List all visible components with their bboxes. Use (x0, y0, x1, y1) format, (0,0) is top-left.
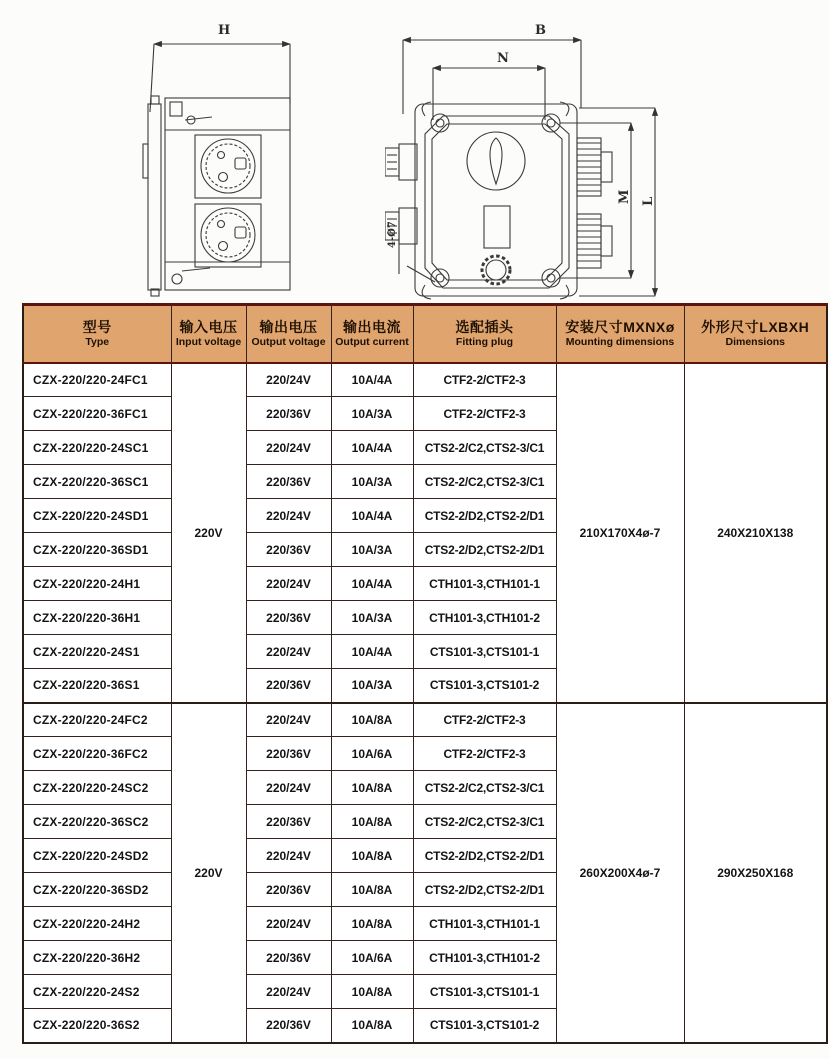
fitting-plug-cell: CTS2-2/C2,CTS2-3/C1 (413, 465, 556, 499)
output-current-cell: 10A/4A (331, 567, 413, 601)
output-voltage-cell: 220/24V (246, 771, 331, 805)
input-voltage-cell: 220V (171, 363, 246, 703)
output-current-cell: 10A/4A (331, 499, 413, 533)
fitting-plug-cell: CTS2-2/D2,CTS2-2/D1 (413, 499, 556, 533)
spec-table (22, 303, 828, 1044)
header-output-voltage-en: Output voltage (251, 335, 326, 348)
fitting-plug-cell: CTS2-2/D2,CTS2-2/D1 (413, 873, 556, 907)
output-voltage-cell: 220/36V (246, 397, 331, 431)
fitting-plug-cell: CTS101-3,CTS101-1 (413, 635, 556, 669)
output-current-cell: 10A/8A (331, 975, 413, 1009)
model-cell: CZX-220/220-24SC2 (23, 771, 171, 805)
model-cell: CZX-220/220-36SC2 (23, 805, 171, 839)
output-current-cell: 10A/8A (331, 839, 413, 873)
header-output-voltage (246, 305, 331, 363)
output-voltage-cell: 220/36V (246, 805, 331, 839)
output-current-cell: 10A/4A (331, 431, 413, 465)
model-cell: CZX-220/220-24S2 (23, 975, 171, 1009)
output-voltage-cell: 220/36V (246, 737, 331, 771)
model-cell: CZX-220/220-36S2 (23, 1009, 171, 1043)
output-voltage-cell: 220/24V (246, 975, 331, 1009)
header-dimensions-zh: 外形尺寸LXBXH (701, 318, 810, 335)
fitting-plug-cell: CTS2-2/D2,CTS2-2/D1 (413, 839, 556, 873)
dim-h-label: H (218, 23, 231, 38)
table-row (23, 363, 827, 397)
header-fitting-plug-en: Fitting plug (455, 335, 514, 348)
header-type-zh: 型号 (82, 318, 112, 335)
model-cell: CZX-220/220-36H1 (23, 601, 171, 635)
output-current-cell: 10A/8A (331, 703, 413, 737)
output-voltage-cell: 220/36V (246, 941, 331, 975)
header-dimensions (684, 305, 827, 363)
fitting-plug-cell: CTS101-3,CTS101-1 (413, 975, 556, 1009)
fitting-plug-cell: CTF2-2/CTF2-3 (413, 363, 556, 397)
model-cell: CZX-220/220-36S1 (23, 669, 171, 703)
header-mounting-en: Mounting dimensions (565, 335, 675, 348)
model-cell: CZX-220/220-36SD2 (23, 873, 171, 907)
output-voltage-cell: 220/24V (246, 907, 331, 941)
header-output-current-en: Output current (335, 335, 409, 348)
model-cell: CZX-220/220-24S1 (23, 635, 171, 669)
table-row (23, 703, 827, 737)
dimensions-cell: 290X250X168 (684, 703, 827, 1043)
fitting-plug-cell: CTH101-3,CTH101-2 (413, 601, 556, 635)
output-current-cell: 10A/6A (331, 737, 413, 771)
output-current-cell: 10A/3A (331, 465, 413, 499)
output-current-cell: 10A/8A (331, 805, 413, 839)
fitting-plug-cell: CTS2-2/C2,CTS2-3/C1 (413, 771, 556, 805)
fitting-plug-cell: CTF2-2/CTF2-3 (413, 397, 556, 431)
model-cell: CZX-220/220-36FC1 (23, 397, 171, 431)
fitting-plug-cell: CTF2-2/CTF2-3 (413, 703, 556, 737)
mounting-cell: 260X200X4ø-7 (556, 703, 684, 1043)
model-cell: CZX-220/220-36H2 (23, 941, 171, 975)
header-mounting (556, 305, 684, 363)
dim-b-label: B (535, 23, 546, 38)
header-output-voltage-zh: 输出电压 (259, 318, 318, 335)
output-voltage-cell: 220/36V (246, 873, 331, 907)
output-voltage-cell: 220/24V (246, 499, 331, 533)
model-cell: CZX-220/220-24SC1 (23, 431, 171, 465)
dim-n-label: N (497, 51, 509, 66)
holes-annotation: 4-Ø7 (387, 221, 398, 248)
fitting-plug-cell: CTH101-3,CTH101-1 (413, 907, 556, 941)
output-current-cell: 10A/8A (331, 907, 413, 941)
output-current-cell: 10A/8A (331, 873, 413, 907)
model-cell: CZX-220/220-24H1 (23, 567, 171, 601)
output-current-cell: 10A/3A (331, 669, 413, 703)
model-cell: CZX-220/220-24FC1 (23, 363, 171, 397)
model-cell: CZX-220/220-24SD2 (23, 839, 171, 873)
fitting-plug-cell: CTS2-2/D2,CTS2-2/D1 (413, 533, 556, 567)
model-cell: CZX-220/220-36SC1 (23, 465, 171, 499)
dim-m-label: M (617, 189, 632, 204)
front-view-drawing (385, 16, 700, 301)
fitting-plug-cell: CTS101-3,CTS101-2 (413, 1009, 556, 1043)
fitting-plug-cell: CTS2-2/C2,CTS2-3/C1 (413, 431, 556, 465)
side-view-drawing (140, 16, 325, 301)
header-fitting-plug-zh: 选配插头 (455, 318, 514, 335)
fitting-plug-cell: CTF2-2/CTF2-3 (413, 737, 556, 771)
output-current-cell: 10A/4A (331, 635, 413, 669)
output-voltage-cell: 220/36V (246, 601, 331, 635)
input-voltage-cell: 220V (171, 703, 246, 1043)
header-input-voltage-en: Input voltage (175, 335, 242, 348)
header-fitting-plug (413, 305, 556, 363)
header-type-en: Type (85, 335, 110, 348)
table-header-row (23, 305, 827, 363)
output-current-cell: 10A/3A (331, 397, 413, 431)
output-voltage-cell: 220/36V (246, 1009, 331, 1043)
output-voltage-cell: 220/24V (246, 703, 331, 737)
fitting-plug-cell: CTS101-3,CTS101-2 (413, 669, 556, 703)
header-input-voltage (171, 305, 246, 363)
output-voltage-cell: 220/24V (246, 431, 331, 465)
model-cell: CZX-220/220-24H2 (23, 907, 171, 941)
dim-l-label: L (641, 196, 656, 206)
header-output-current (331, 305, 413, 363)
output-voltage-cell: 220/24V (246, 363, 331, 397)
header-mounting-zh: 安装尺寸MXNXø (565, 318, 675, 335)
header-dimensions-en: Dimensions (725, 335, 785, 348)
output-voltage-cell: 220/24V (246, 635, 331, 669)
output-current-cell: 10A/8A (331, 1009, 413, 1043)
output-voltage-cell: 220/36V (246, 669, 331, 703)
model-cell: CZX-220/220-36FC2 (23, 737, 171, 771)
header-input-voltage-zh: 输入电压 (179, 318, 238, 335)
output-current-cell: 10A/8A (331, 771, 413, 805)
output-voltage-cell: 220/36V (246, 533, 331, 567)
output-current-cell: 10A/4A (331, 363, 413, 397)
model-cell: CZX-220/220-24SD1 (23, 499, 171, 533)
header-type (23, 305, 171, 363)
output-current-cell: 10A/3A (331, 533, 413, 567)
output-current-cell: 10A/6A (331, 941, 413, 975)
mounting-cell: 210X170X4ø-7 (556, 363, 684, 703)
fitting-plug-cell: CTS2-2/C2,CTS2-3/C1 (413, 805, 556, 839)
model-cell: CZX-220/220-24FC2 (23, 703, 171, 737)
model-cell: CZX-220/220-36SD1 (23, 533, 171, 567)
dimensions-cell: 240X210X138 (684, 363, 827, 703)
header-output-current-zh: 输出电流 (343, 318, 401, 335)
output-voltage-cell: 220/24V (246, 567, 331, 601)
output-voltage-cell: 220/24V (246, 839, 331, 873)
output-current-cell: 10A/3A (331, 601, 413, 635)
fitting-plug-cell: CTH101-3,CTH101-2 (413, 941, 556, 975)
output-voltage-cell: 220/36V (246, 465, 331, 499)
fitting-plug-cell: CTH101-3,CTH101-1 (413, 567, 556, 601)
